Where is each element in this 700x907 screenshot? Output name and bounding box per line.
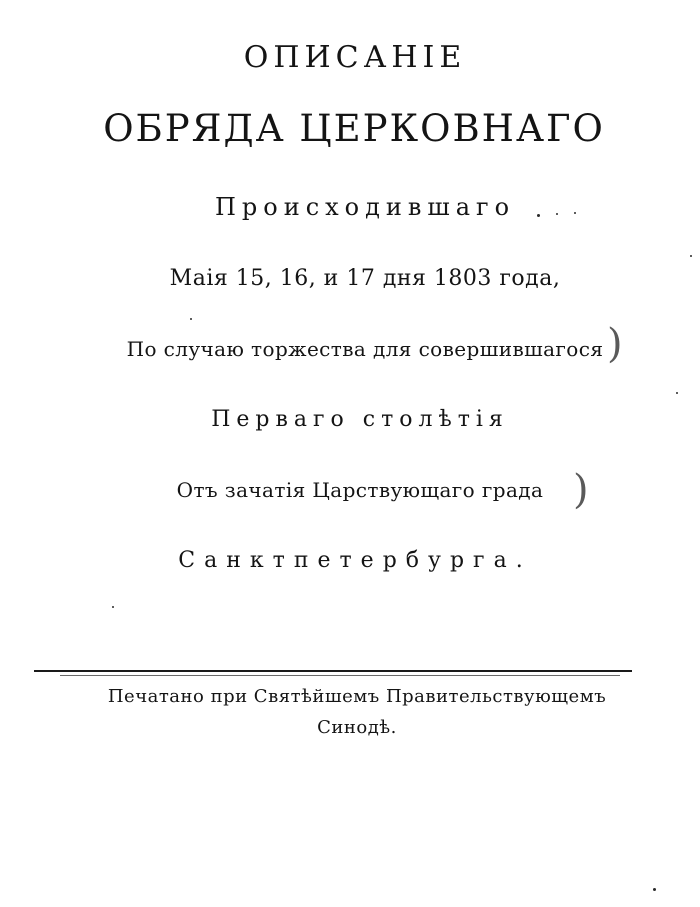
speck-dot xyxy=(190,318,192,320)
city-name-line: Санктпетербурга. xyxy=(178,548,532,573)
title-word-opisanie: ОПИСАНІЕ xyxy=(243,40,467,75)
speck-dot xyxy=(653,888,656,891)
subtitle-proiskhodivshago: Происходившаго xyxy=(214,193,516,221)
founding-line: Отъ зачатія Царствующаго града xyxy=(176,478,544,502)
title-obryada-tserkovnago: ОБРЯДА ЦЕРКОВНАГО xyxy=(103,107,605,150)
speck-dot xyxy=(690,255,692,257)
imprint-line: Печатано при Святѣйшемъ Правительствующемъ xyxy=(107,686,607,707)
date-line: Маія 15, 16, и 17 дня 1803 года, xyxy=(169,266,561,291)
bracket-mark-icon: ) xyxy=(607,321,623,367)
speck-dot xyxy=(556,213,558,215)
speck-dot xyxy=(676,392,678,394)
speck-dot xyxy=(574,212,576,214)
occasion-line: По случаю торжества для совершившагося xyxy=(126,337,604,361)
divider-rule xyxy=(34,670,632,672)
speck-dot xyxy=(537,214,540,217)
divider-rule-thin xyxy=(60,675,620,676)
bracket-mark-icon: ) xyxy=(573,467,589,513)
speck-dot xyxy=(112,606,114,608)
first-century-line: Перваго столѣтія xyxy=(211,407,509,432)
imprint-synod-line: Синодѣ. xyxy=(317,717,397,738)
